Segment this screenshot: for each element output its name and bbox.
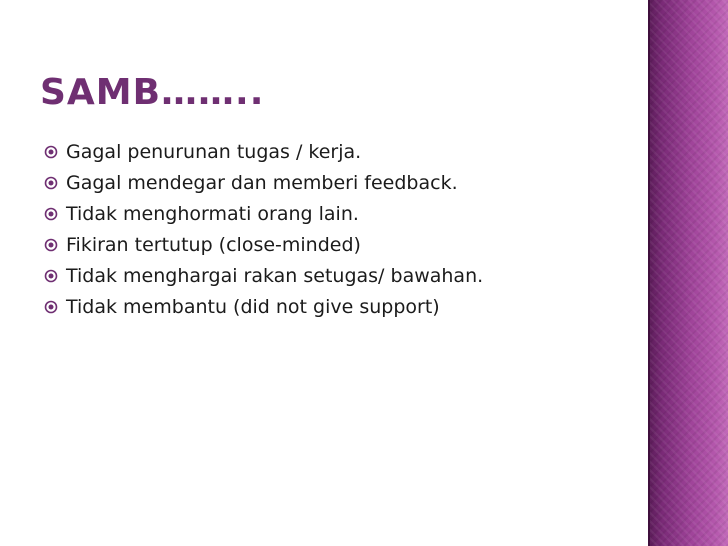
target-bullet-icon xyxy=(44,207,58,221)
target-bullet-icon xyxy=(44,238,58,252)
list-item xyxy=(44,291,624,322)
list-item xyxy=(44,260,624,291)
list-item xyxy=(44,167,624,198)
slide-title: SAMB…….. xyxy=(40,72,265,113)
list-item xyxy=(44,198,624,229)
bullet-text: Gagal penurunan tugas / kerja. xyxy=(66,140,362,163)
target-bullet-icon xyxy=(44,176,58,190)
bullet-text: Tidak membantu (did not give support) xyxy=(66,295,440,318)
bullet-list xyxy=(44,136,624,322)
target-bullet-icon xyxy=(44,145,58,159)
bullet-text: Gagal mendegar dan memberi feedback. xyxy=(66,171,458,194)
bullet-text: Tidak menghargai rakan setugas/ bawahan. xyxy=(66,264,484,287)
bullet-text: Tidak menghormati orang lain. xyxy=(66,202,359,225)
list-item xyxy=(44,229,624,260)
decorative-side-band xyxy=(648,0,728,546)
target-bullet-icon xyxy=(44,269,58,283)
target-bullet-icon xyxy=(44,300,58,314)
list-item xyxy=(44,136,624,167)
bullet-text: Fikiran tertutup (close-minded) xyxy=(66,233,361,256)
